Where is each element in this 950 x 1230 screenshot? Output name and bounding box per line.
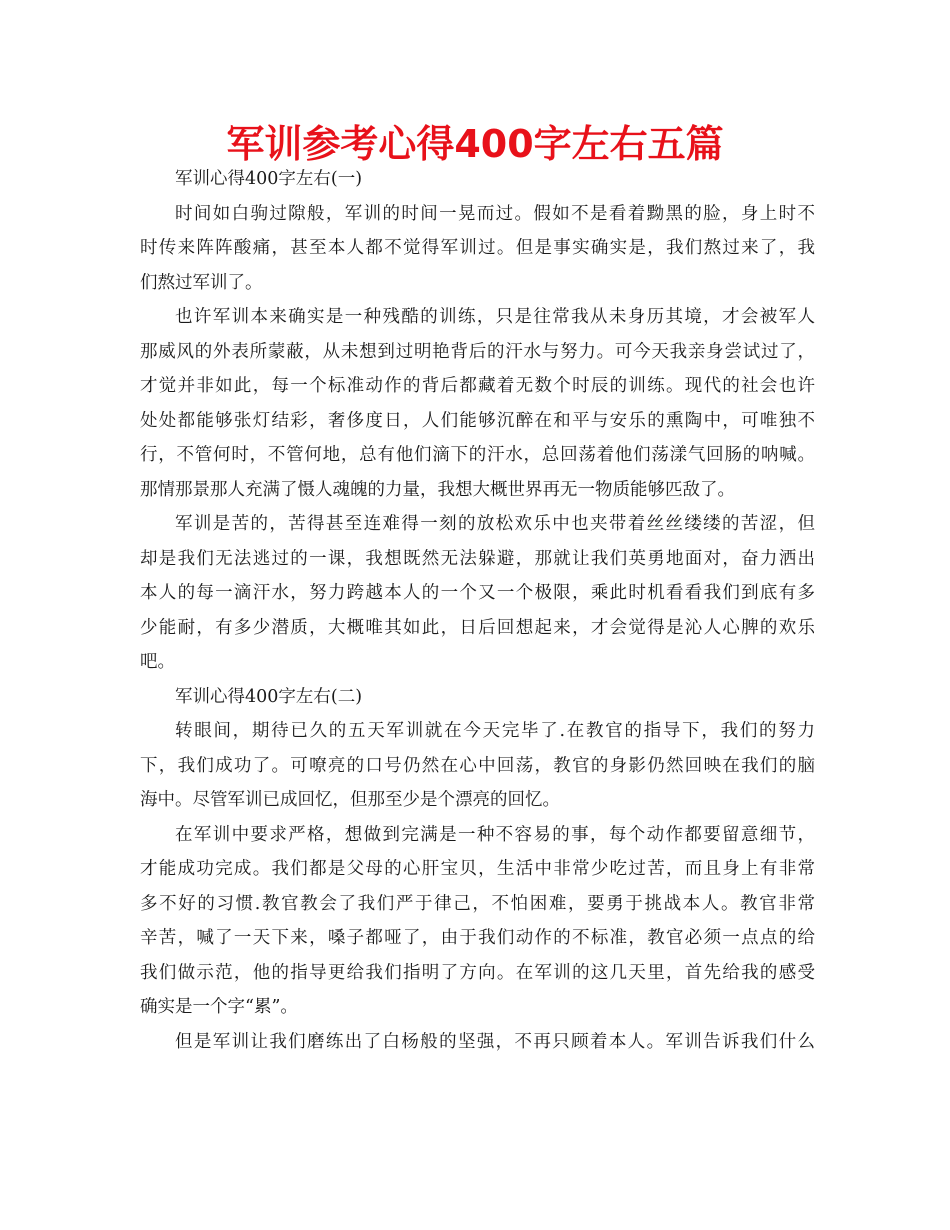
text-line: 军训心得400字左右(二) xyxy=(175,686,363,707)
text-line: 军训心得400字左右(一) xyxy=(175,169,363,189)
text-line: 行，不管何时，不管何地，总有他们滴下的汗水，总回荡着他们荡漾气回肠的呐喊。 xyxy=(140,445,815,465)
text-line: 在军训中要求严格，想做到完满是一种不容易的事，每个动作都要留意细节， xyxy=(175,824,815,845)
text-line: 辛苦，喊了一天下来，嗓子都哑了，由于我们动作的不标准，教官必须一点点的给 xyxy=(140,928,815,948)
text-line: 却是我们无法逃过的一课，我想既然无法躲避，那就让我们英勇地面对，奋力洒出 xyxy=(140,548,815,569)
text-line: 军训是苦的，苦得甚至连难得一刻的放松欢乐中也夹带着丝丝缕缕的苦涩，但 xyxy=(175,514,815,534)
text-line: 时间如白驹过隙般，军训的时间一晃而过。假如不是看着黝黑的脸，身上时不 xyxy=(175,203,815,224)
document-title: 军训参考心得400字左右五篇 xyxy=(226,122,724,166)
text-line: 但是军训让我们磨练出了白杨般的坚强，不再只顾着本人。军训告诉我们什么 xyxy=(175,1031,815,1052)
text-line: 们熬过军训了。 xyxy=(140,272,263,293)
text-line: 处处都能够张灯结彩，奢侈度日，人们能够沉醉在和平与安乐的熏陶中，可唯独不 xyxy=(140,410,815,431)
text-line: 下，我们成功了。可嘹亮的口号仍然在心中回荡，教官的身影仍然回映在我们的脑 xyxy=(140,755,815,776)
text-line: 本人的每一滴汗水，努力跨越本人的一个又一个极限，乘此时机看看我们到底有多 xyxy=(140,583,815,603)
text-line: 海中。尽管军训已成回忆，但那至少是个漂亮的回忆。 xyxy=(140,790,560,810)
text-line: 才能成功完成。我们都是父母的心肝宝贝，生活中非常少吃过苦，而且身上有非常 xyxy=(140,859,815,879)
text-line: 多不好的习惯.教官教会了我们严于律己，不怕困难，要勇于挑战本人。教官非常 xyxy=(140,893,815,914)
text-line: 也许军训本来确实是一种残酷的训练，只是往常我从未身历其境，才会被军人 xyxy=(175,307,815,327)
text-line: 转眼间，期待已久的五天军训就在今天完毕了.在教官的指导下，我们的努力 xyxy=(175,721,815,741)
text-line: 我们做示范，他的指导更给我们指明了方向。在军训的这几天里，首先给我的感受 xyxy=(140,962,815,983)
text-line: 那威风的外表所蒙蔽，从未想到过明艳背后的汗水与努力。可今天我亲身尝试过了， xyxy=(140,341,815,362)
text-line: 吧。 xyxy=(140,652,175,672)
text-line: 才觉并非如此，每一个标准动作的背后都藏着无数个时辰的训练。现代的社会也许 xyxy=(140,376,815,396)
text-line: 少能耐，有多少潜质，大概唯其如此，日后回想起来，才会觉得是沁人心脾的欢乐 xyxy=(140,617,815,638)
text-line: 那情那景那人充满了慑人魂魄的力量，我想大概世界再无一物质能够匹敌了。 xyxy=(140,479,735,500)
text-line: 时传来阵阵酸痛，甚至本人都不觉得军训过。但是事实确实是，我们熬过来了，我 xyxy=(140,238,815,258)
text-line: 确实是一个字“累”。 xyxy=(140,997,298,1017)
document-body xyxy=(140,162,815,1059)
